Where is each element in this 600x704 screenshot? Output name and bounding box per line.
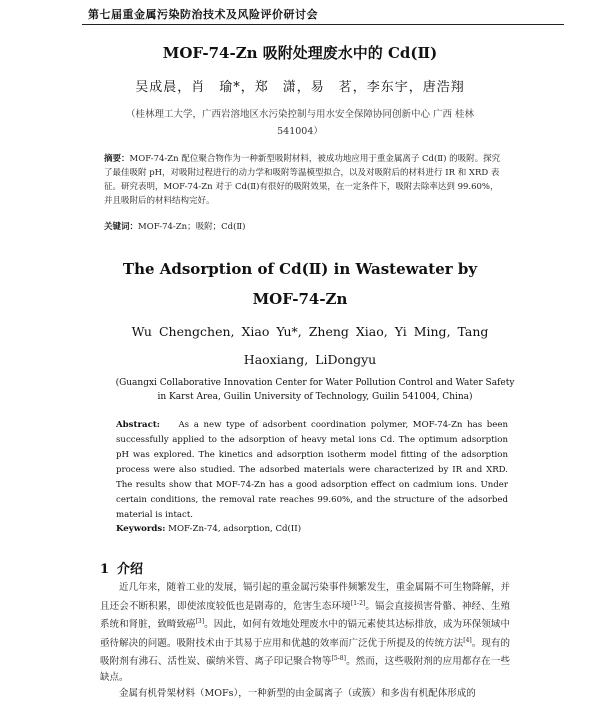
keywords-en-label: Keywords: bbox=[116, 524, 166, 534]
keywords-zh-text: MOF-74-Zn；吸附；Cd(Ⅱ) bbox=[138, 222, 246, 232]
title-en bbox=[0, 254, 600, 314]
keywords-en-text: MOF-Zn-74, adsorption, Cd(II) bbox=[168, 524, 302, 534]
body-paragraph-1 bbox=[100, 580, 510, 686]
authors-en: Wu Chengchen, Xiao Yu*, Zheng Xiao, Yi Ming, Tang Haoxiang, LiDongyu bbox=[131, 324, 489, 367]
affiliation-en: (Guangxi Collaborative Innovation Center for Water Pollution Control and Water Safety in Karst Area, Guilin University of Technology, Guilin 541004, China) bbox=[115, 378, 515, 402]
header-rule bbox=[82, 24, 564, 25]
abstract-en bbox=[116, 418, 508, 523]
abstract-zh-label: 摘要： bbox=[104, 154, 130, 164]
abstract-zh bbox=[104, 152, 504, 208]
keywords-zh-label: 关键词： bbox=[104, 222, 139, 232]
para1-text-c: 。因此，如何有效地处理废水中的镉元素使其达标排放，成为环保领域中亟待解决的问题。吸附技术由于其易于应用和优越的效率而广泛优于所提及的传统方法 bbox=[100, 619, 510, 649]
abstract-en-label: Abstract: bbox=[116, 420, 160, 430]
citation-ref: [1-2] bbox=[350, 599, 366, 607]
para1-text-a: 近几年来，随着工业的发展，镉引起的重金属污染事件频繁发生，重金属隔不可生物降解，并且还会不断积累，即使浓度较低也是剧毒的，危害生态环境 bbox=[100, 582, 510, 612]
authors-zh: 吴成晨，肖 瑜*，郑 潇，易 茗，李东宇，唐浩翔 bbox=[135, 80, 465, 95]
section-number: 1 bbox=[100, 562, 110, 577]
section-heading bbox=[100, 558, 143, 577]
para1-text-e: 。然而，这些吸附剂的应用都存在一些缺点。 bbox=[100, 656, 510, 684]
affiliation-zh: （桂林理工大学，广西岩溶地区水污染控制与用水安全保障协同创新中心 广西 桂林 541004） bbox=[125, 109, 475, 137]
abstract-zh-text: MOF-74-Zn 配位聚合物作为一种新型吸附材料，被成功地应用于重金属离子 Cd(Ⅱ) 的吸附。探究了最佳吸附 pH，对吸附过程进行的动力学和吸附等温模型拟合，以及对吸附后的材料进行 IR 和 XRD 表征。研究表明，MOF-74-Zn 对于 Cd(Ⅱ)有很好的吸附效果，在一定条件下，吸附去除率达到 99.60%，并且吸附后的材料结构完好。 bbox=[104, 154, 501, 206]
citation-ref: [3] bbox=[195, 618, 205, 626]
running-header: 第七届重金属污染防治技术及风险评价研讨会 bbox=[88, 8, 318, 21]
keywords-en bbox=[116, 524, 301, 534]
para1-text-d: 。现有的吸附剂有沸石、活性炭、碳纳米管、离子印记聚合物等 bbox=[100, 637, 510, 668]
para1-text-b: 。镉会直接损害骨骼、神经、生殖系统和肾脏，致畸致癌 bbox=[100, 600, 510, 631]
title-en-line2: MOF-74-Zn bbox=[252, 290, 348, 308]
keywords-zh bbox=[104, 220, 246, 232]
citation-ref: [5-8] bbox=[331, 655, 346, 663]
abstract-en-text: As a new type of adsorbent coordination polymer, MOF-74-Zn has been successfully applied to the adsorption of heavy metal ions Cd. The optimum adsorption pH was explored. The kinetics and adsorption isotherm model fitting of the adsorption process were also studied. The adsorbed materials were characterized by IR and XRD. The results show that MOF-74-Zn has a good adsorption effect on cadmium ions. Under certain conditions, the removal rate reaches 99.60%, and the structure of the adsorbed material is intact. bbox=[116, 420, 508, 520]
title-en-line1: The Adsorption of Cd(Ⅱ) in Wastewater by bbox=[122, 260, 478, 278]
title-zh: MOF-74-Zn 吸附处理废水中的 Cd(Ⅱ) bbox=[162, 44, 438, 62]
section-title-text: 介绍 bbox=[117, 562, 144, 577]
citation-ref: [4] bbox=[463, 636, 472, 644]
body-paragraph-2: 金属有机骨架材料（MOFs），一种新型的由金属离子（或簇）和多齿有机配体形成的 bbox=[119, 687, 476, 699]
section-body bbox=[100, 580, 510, 701]
